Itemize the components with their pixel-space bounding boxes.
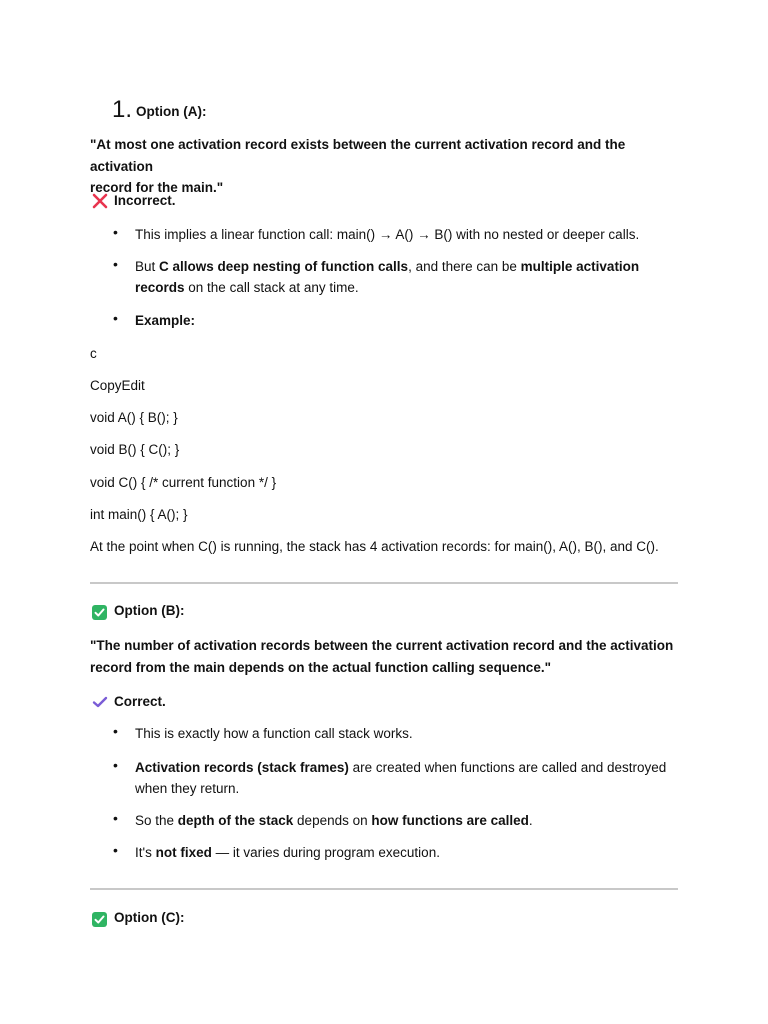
text-run-bold: records [135, 280, 185, 295]
code-line: void C() { /* current function */ } [90, 475, 277, 490]
option-b-quote [90, 635, 690, 678]
code-language: c [90, 346, 97, 361]
option-a-quote [90, 134, 690, 199]
list-item [135, 757, 666, 799]
tick-icon [92, 695, 108, 714]
option-b-quote-line1: "The number of activation records between the current activation record and the activation [90, 638, 674, 653]
bullet-dot: • [113, 723, 118, 739]
verdict-incorrect: Incorrect. [114, 193, 176, 208]
text-run: , and there can be [408, 259, 521, 274]
bullet-dot: • [113, 757, 118, 773]
text-run: — it varies during program execution. [211, 845, 440, 860]
bullet-dot: • [113, 310, 118, 326]
check-box-icon [92, 912, 107, 927]
option-c-label: Option (C): [114, 910, 185, 925]
option-a-label: Option (A): [136, 104, 207, 119]
text-run: . [528, 813, 533, 828]
text-run-bold: not fixed [155, 845, 212, 860]
text-run: It's [135, 845, 156, 860]
code-line: void B() { C(); } [90, 442, 180, 457]
copy-edit-button[interactable]: CopyEdit [90, 378, 145, 393]
list-item: This is exactly how a function call stack works. [135, 726, 413, 741]
text-run-bold: depth of the stack [177, 813, 294, 828]
list-item [135, 810, 533, 831]
text-run: But [135, 259, 160, 274]
bullet-dot: • [113, 810, 118, 826]
text-run-bold: C allows deep nesting of function calls [159, 259, 409, 274]
bullet-dot: • [113, 224, 118, 240]
section-divider [90, 888, 678, 890]
check-box-icon [92, 605, 107, 620]
text-run-bold: multiple activation [520, 259, 640, 274]
bullet-dot: • [113, 256, 118, 272]
text-run: when they return. [135, 781, 240, 796]
list-item: Example: [135, 313, 196, 328]
text-run: are created when functions are called and destroyed [348, 760, 667, 775]
verdict-correct: Correct. [114, 694, 166, 709]
option-b-quote-line2: record from the main depends on the actual function calling sequence." [90, 659, 551, 675]
section-divider [90, 582, 678, 584]
list-item [135, 256, 639, 298]
item-number: 1. [112, 96, 133, 123]
conclusion-text: At the point when C() is running, the stack has 4 activation records: for main(), A(), B(), and C(). [90, 539, 659, 554]
code-line: void A() { B(); } [90, 410, 178, 425]
text-run: So the [135, 813, 178, 828]
list-item: This implies a linear function call: main() → A() → B() with no nested or deeper calls. [135, 227, 640, 242]
option-a-quote-line2: record for the main." [90, 180, 224, 195]
text-run: on the call stack at any time. [184, 280, 359, 295]
text-run-bold: how functions are called [371, 813, 529, 828]
text-run-bold: Activation records (stack frames) [135, 760, 349, 775]
cross-icon [92, 193, 108, 214]
code-line: int main() { A(); } [90, 507, 188, 522]
text-run: depends on [293, 813, 372, 828]
bullet-dot: • [113, 842, 118, 858]
option-b-label: Option (B): [114, 603, 185, 618]
list-item [135, 842, 440, 863]
option-a-quote-line1: "At most one activation record exists between the current activation record and the activation [90, 137, 626, 174]
